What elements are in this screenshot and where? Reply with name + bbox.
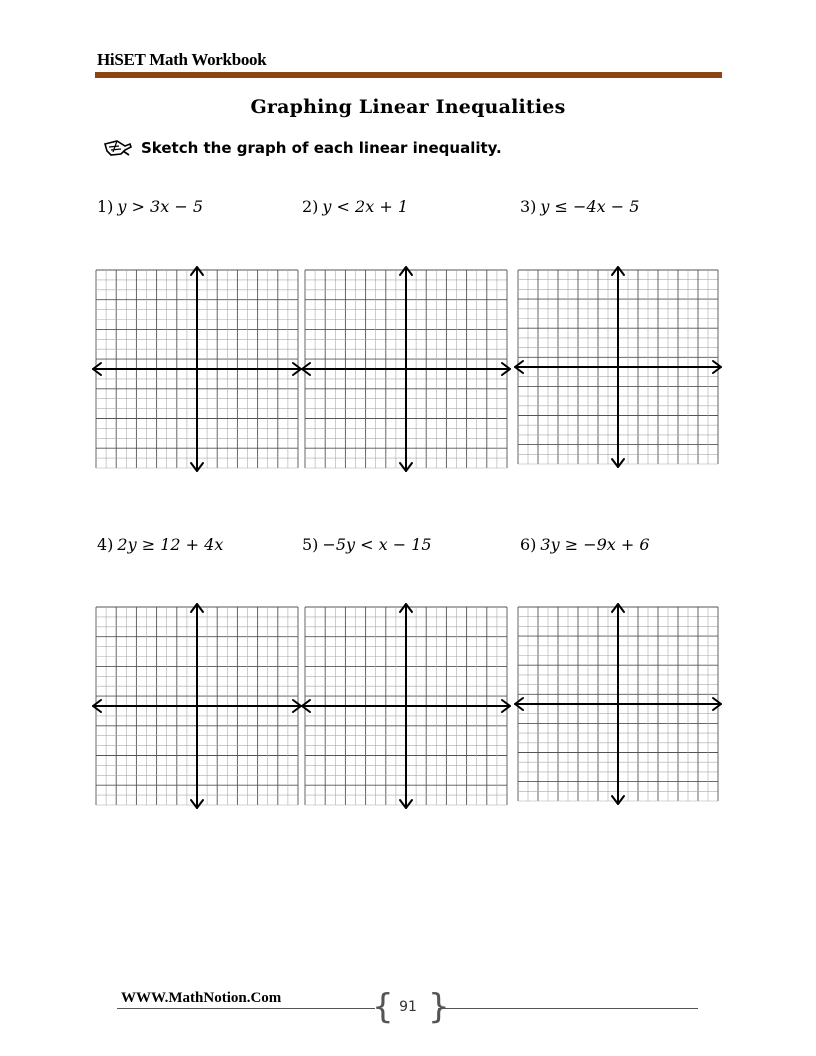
page-number-bracket-right: } [428,987,450,1027]
problem-1 [97,197,203,216]
axes [515,267,721,467]
axes [302,604,510,808]
problem-3 [520,197,639,216]
footer-rule-right [438,1008,698,1009]
writing-hand-icon [103,138,133,158]
problem-number: 1) [97,197,114,216]
page-title: Graphing Linear Inequalities [250,96,566,118]
problem-number: 4) [97,535,114,554]
instruction-text: Sketch the graph of each linear inequality. [141,139,502,157]
coordinate-grid-4[interactable] [91,602,303,810]
problem-number: 2) [302,197,319,216]
footer-website: WWW.MathNotion.Com [121,990,282,1006]
instruction [103,138,502,158]
coordinate-grid-1[interactable] [91,265,303,473]
problem-expression: y ≤ −4x − 5 [540,197,640,216]
page-number: 91 [399,999,417,1015]
page-number-bracket-left: { [372,987,394,1027]
problem-number: 3) [520,197,537,216]
problem-2 [302,197,408,216]
problem-expression: 3y ≥ −9x + 6 [540,535,650,554]
problem-number: 5) [302,535,319,554]
problem-expression: −5y < x − 15 [322,535,432,554]
axes [515,604,721,804]
problem-expression: y > 3x − 5 [117,197,203,216]
coordinate-grid-2[interactable] [300,265,512,473]
coordinate-grid-5[interactable] [300,602,512,810]
problem-expression: y < 2x + 1 [322,197,408,216]
coordinate-grid-6[interactable] [513,602,723,806]
axes [93,267,301,471]
problem-6 [520,535,650,554]
problem-number: 6) [520,535,537,554]
page-header-title: HiSET Math Workbook [97,50,267,69]
problem-5 [302,535,432,554]
axes [302,267,510,471]
axes [93,604,301,808]
problem-expression: 2y ≥ 12 + 4x [117,535,224,554]
header-rule [95,72,722,78]
problem-4 [97,535,223,554]
coordinate-grid-3[interactable] [513,265,723,469]
footer-rule-left [117,1008,375,1009]
